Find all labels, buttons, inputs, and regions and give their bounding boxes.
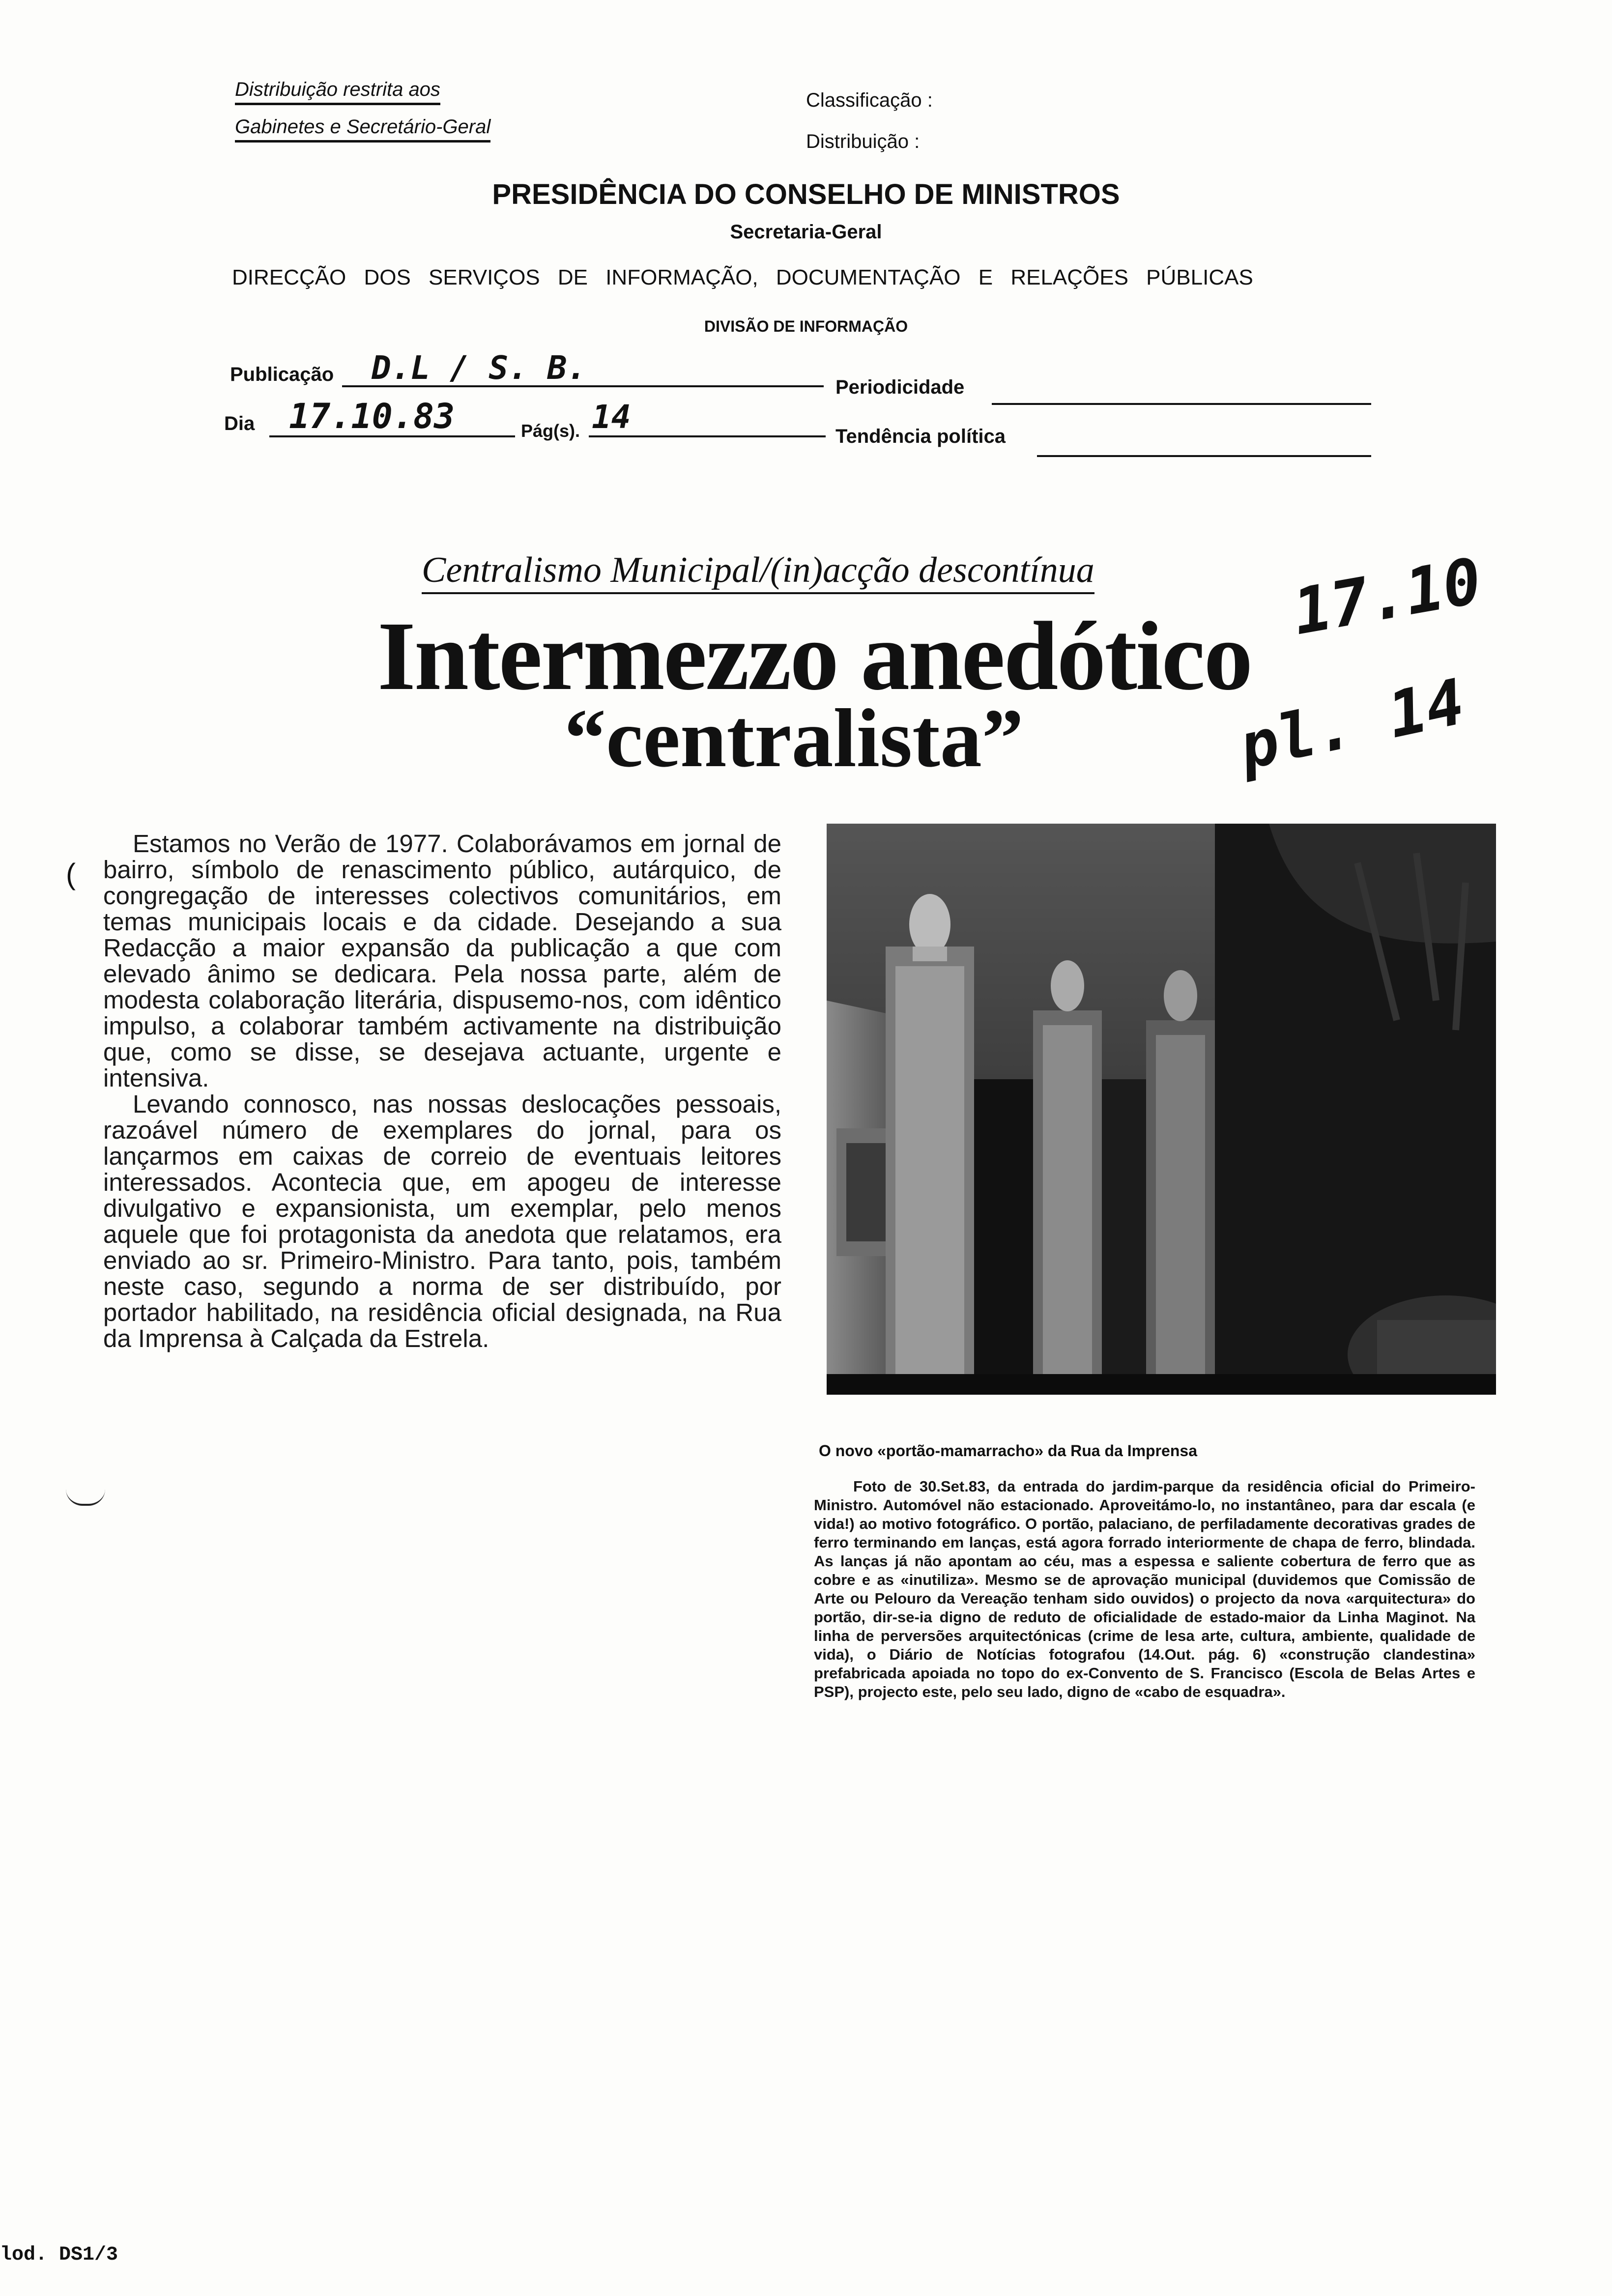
publicacao-value: D.L / S. B. bbox=[372, 349, 587, 387]
periodicidade-field bbox=[992, 378, 1371, 405]
dia-field bbox=[269, 396, 515, 437]
gate-photo bbox=[827, 824, 1496, 1395]
tendencia-label: Tendência política bbox=[835, 426, 1006, 447]
article-kicker: Centralismo Municipal/(in)acção descontínua bbox=[422, 549, 1094, 594]
article-paragraph-1: Estamos no Verão de 1977. Colaborávamos em jornal de bairro, símbolo de renascimento público, autárquico, de congregação de interesses colectivos comunitários, em temas municipais locais e da cidade. Desejando a sua Redacção a maior expansão da publicação a que com elevado ânimo se dedicara. Pela nossa parte, além de modesta colaboração literária, dispusemo-nos, com idêntico impulso, a colaborar também activamente na distribuição que, como se disse, se desejava actuante, urgente e intensiva. bbox=[103, 830, 781, 1092]
divisao-informacao: DIVISÃO DE INFORMAÇÃO bbox=[704, 317, 908, 335]
footer-mod-code: lod. DS1/3 bbox=[0, 2244, 118, 2266]
margin-bracket-mark: ( bbox=[66, 858, 76, 890]
restricted-line-1: Distribuição restrita aos bbox=[235, 79, 440, 105]
article-body bbox=[103, 831, 781, 1351]
dia-value: 17.10.83 bbox=[289, 396, 455, 436]
restricted-distribution bbox=[235, 79, 490, 143]
article-paragraph-2: Levando connosco, nas nossas deslocações pessoais, razoável número de exemplares do jornal, para os lançarmos em caixas de correio de eventuais leitores interessados. Acontecia que, em apogeu de interesse divulgativo e expansionista, um exemplar, pelo menos aquele que foi protagonista da anedota que relatamos, era enviado ao sr. Primeiro-Ministro. Para tanto, pois, também neste caso, segundo a norma de ser distribuído, por portador habilitado, na residência oficial designada, na Rua da Imprensa à Calçada da Estrela. bbox=[103, 1090, 781, 1352]
pag-field bbox=[589, 398, 826, 437]
article-title-line2: “centralista” bbox=[564, 692, 1024, 784]
dia-label: Dia bbox=[224, 413, 255, 434]
presidencia-title: PRESIDÊNCIA DO CONSELHO DE MINISTROS bbox=[492, 178, 1120, 210]
gate-photo-drawing bbox=[827, 824, 1496, 1395]
periodicidade-label: Periodicidade bbox=[835, 376, 965, 398]
publicacao-field bbox=[342, 349, 824, 387]
photo-caption-body: Foto de 30.Set.83, da entrada do jardim-parque da residência oficial do Primeiro-Ministro. Automóvel não estacionado. Aproveitámo-lo, no instantâneo, para dar escala (e vida!) ao motivo fotográfico. O portão, palaciano, de perfiladamente decorativas grades de ferro terminando em lanças, está agora forrado interiormente de chapa de ferro, blindada. As lanças já não apontam ao céu, mas a espessa e saliente cobertura de ferro que as cobre e as «inutiliza». Mesmo se de aprovação municipal (duvidemos que Comissão de Arte ou Pelouro da Vereação tenham sido ouvidos) o projecto da nova «arquitectura» do portão, dir-se-ia digno de reduto de oficialidade de estado-maior da Linha Maginot. Na linha de perversões arquitectónicas (crime de lesa arte, cultura, ambiente, qualidade de vida), o Diário de Notícias fotografou (14.Out. pág. 6) «construção clandestina» prefabricada apoiada no topo do ex-Convento de S. Francisco (Escola de Belas Artes e PSP), projecto este, pelo seu lado, digno de «cabo de esquadra». bbox=[814, 1478, 1475, 1700]
publicacao-label: Publicação bbox=[230, 364, 334, 385]
distribuicao-label: Distribuição : bbox=[806, 131, 920, 152]
handwritten-date: 17.10 bbox=[1287, 544, 1487, 650]
classificacao-label: Classificação : bbox=[806, 89, 933, 111]
restricted-line-2: Gabinetes e Secretário-Geral bbox=[235, 116, 490, 143]
direccao-servicos: DIRECÇÃO DOS SERVIÇOS DE INFORMAÇÃO, DOCUMENTAÇÃO E RELAÇÕES PÚBLICAS bbox=[232, 265, 1253, 289]
handwritten-page: pl. 14 bbox=[1233, 665, 1471, 784]
photo-caption-title: O novo «portão-mamarracho» da Rua da Imprensa bbox=[819, 1442, 1197, 1460]
tendencia-field bbox=[1037, 432, 1371, 457]
pag-value: 14 bbox=[592, 398, 631, 436]
margin-curve-mark bbox=[66, 1489, 105, 1506]
article-title-line1: Intermezzo anedótico bbox=[377, 602, 1252, 711]
secretaria-geral: Secretaria-Geral bbox=[730, 221, 882, 243]
pag-label: Pág(s). bbox=[521, 421, 580, 441]
